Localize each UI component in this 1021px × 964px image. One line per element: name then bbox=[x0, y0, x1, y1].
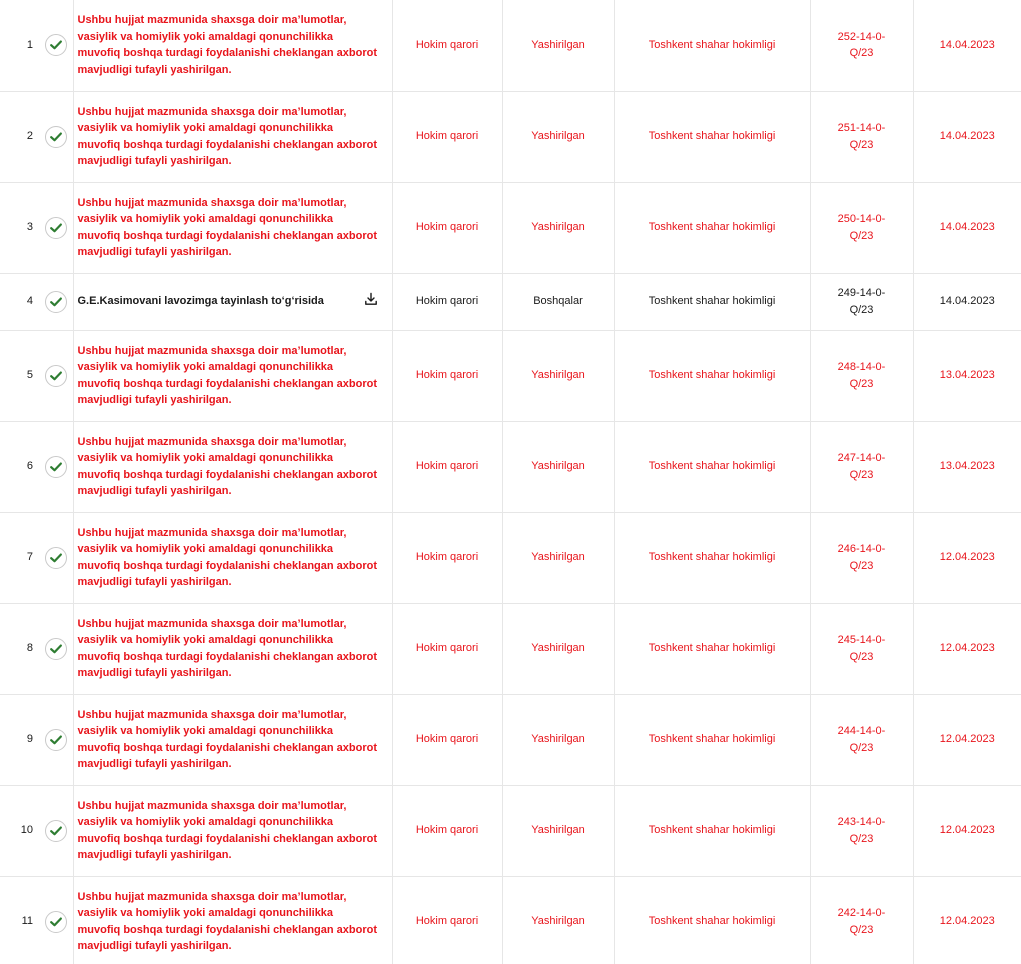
document-title[interactable]: Ushbu hujjat mazmunida shaxsga doir ma’lumotlar, vasiylik va homiylik yoki amaldagi qonunchilikka muvofiq boshqa turdagi foydalanishi cheklangan axborot mavjudligi tufayli yashirilgan. bbox=[77, 708, 377, 770]
table-row[interactable] bbox=[0, 694, 1021, 785]
document-status: Yashirilgan bbox=[502, 876, 614, 964]
registration-number-part: 242-14-0- bbox=[837, 907, 886, 919]
document-type: Hokim qarori bbox=[392, 91, 502, 182]
table-row[interactable] bbox=[0, 421, 1021, 512]
row-number: 7 bbox=[0, 512, 39, 603]
check-circle-icon bbox=[45, 34, 67, 56]
registration-number bbox=[810, 182, 913, 273]
issuing-organization: Toshkent shahar hokimligi bbox=[614, 91, 810, 182]
document-title-cell bbox=[73, 330, 392, 421]
registration-number-part: 250-14-0- bbox=[837, 213, 886, 225]
row-number: 5 bbox=[0, 330, 39, 421]
status-cell bbox=[39, 0, 73, 91]
document-status: Yashirilgan bbox=[502, 330, 614, 421]
check-circle-icon bbox=[45, 820, 67, 842]
document-date: 14.04.2023 bbox=[913, 0, 1021, 91]
document-date: 14.04.2023 bbox=[913, 182, 1021, 273]
document-title-cell bbox=[73, 0, 392, 91]
registration-number bbox=[810, 694, 913, 785]
document-title-cell bbox=[73, 273, 392, 330]
registration-number-part: 247-14-0- bbox=[837, 452, 886, 464]
document-date: 14.04.2023 bbox=[913, 91, 1021, 182]
table-row[interactable] bbox=[0, 785, 1021, 876]
document-date: 13.04.2023 bbox=[913, 330, 1021, 421]
document-date: 12.04.2023 bbox=[913, 512, 1021, 603]
check-circle-icon bbox=[45, 456, 67, 478]
document-status: Yashirilgan bbox=[502, 694, 614, 785]
row-number: 9 bbox=[0, 694, 39, 785]
issuing-organization: Toshkent shahar hokimligi bbox=[614, 876, 810, 964]
issuing-organization: Toshkent shahar hokimligi bbox=[614, 603, 810, 694]
document-title-cell bbox=[73, 91, 392, 182]
issuing-organization: Toshkent shahar hokimligi bbox=[614, 421, 810, 512]
status-cell bbox=[39, 694, 73, 785]
status-cell bbox=[39, 876, 73, 964]
table-row[interactable] bbox=[0, 0, 1021, 91]
table-row[interactable] bbox=[0, 876, 1021, 964]
registration-number-part: 244-14-0- bbox=[837, 725, 886, 737]
table-row[interactable] bbox=[0, 603, 1021, 694]
document-type: Hokim qarori bbox=[392, 785, 502, 876]
registration-number bbox=[810, 330, 913, 421]
document-status: Yashirilgan bbox=[502, 421, 614, 512]
issuing-organization: Toshkent shahar hokimligi bbox=[614, 785, 810, 876]
registration-number-part: Q/23 bbox=[849, 138, 874, 151]
table-row[interactable] bbox=[0, 182, 1021, 273]
row-number: 4 bbox=[0, 273, 39, 330]
registration-number-part: Q/23 bbox=[849, 559, 874, 572]
document-status: Yashirilgan bbox=[502, 91, 614, 182]
document-title-cell bbox=[73, 512, 392, 603]
document-date: 13.04.2023 bbox=[913, 421, 1021, 512]
document-status: Yashirilgan bbox=[502, 603, 614, 694]
document-date: 12.04.2023 bbox=[913, 876, 1021, 964]
row-number: 1 bbox=[0, 0, 39, 91]
registration-number bbox=[810, 0, 913, 91]
issuing-organization: Toshkent shahar hokimligi bbox=[614, 694, 810, 785]
registration-number bbox=[810, 512, 913, 603]
issuing-organization: Toshkent shahar hokimligi bbox=[614, 273, 810, 330]
document-type: Hokim qarori bbox=[392, 273, 502, 330]
document-title-cell bbox=[73, 694, 392, 785]
registration-number-part: 249-14-0- bbox=[837, 287, 886, 299]
document-status: Yashirilgan bbox=[502, 0, 614, 91]
check-circle-icon bbox=[45, 291, 67, 313]
document-title[interactable]: Ushbu hujjat mazmunida shaxsga doir ma’lumotlar, vasiylik va homiylik yoki amaldagi qonunchilikka muvofiq boshqa turdagi foydalanishi cheklangan axborot mavjudligi tufayli yashirilgan. bbox=[77, 890, 377, 952]
document-status: Yashirilgan bbox=[502, 512, 614, 603]
table-row[interactable] bbox=[0, 512, 1021, 603]
document-title-cell bbox=[73, 785, 392, 876]
check-circle-icon bbox=[45, 547, 67, 569]
document-title-cell bbox=[73, 876, 392, 964]
check-circle-icon bbox=[45, 911, 67, 933]
registration-number-part: Q/23 bbox=[849, 303, 874, 316]
registration-number-part: 248-14-0- bbox=[837, 361, 886, 373]
status-cell bbox=[39, 603, 73, 694]
check-circle-icon bbox=[45, 638, 67, 660]
document-title[interactable]: G.E.Kasimovani lavozimga tayinlash to‘g‘risida bbox=[77, 295, 324, 308]
table-row[interactable] bbox=[0, 91, 1021, 182]
document-title-cell bbox=[73, 182, 392, 273]
check-circle-icon bbox=[45, 729, 67, 751]
document-type: Hokim qarori bbox=[392, 330, 502, 421]
issuing-organization: Toshkent shahar hokimligi bbox=[614, 512, 810, 603]
document-type: Hokim qarori bbox=[392, 694, 502, 785]
table-row[interactable] bbox=[0, 330, 1021, 421]
document-title-cell bbox=[73, 603, 392, 694]
registration-number-part: 252-14-0- bbox=[837, 30, 886, 43]
row-number: 8 bbox=[0, 603, 39, 694]
document-title[interactable]: Ushbu hujjat mazmunida shaxsga doir ma’lumotlar, vasiylik va homiylik yoki amaldagi qonunchilikka muvofiq boshqa turdagi foydalanishi cheklangan axborot mavjudligi tufayli yashirilgan. bbox=[77, 344, 377, 406]
row-number: 3 bbox=[0, 182, 39, 273]
registration-number bbox=[810, 421, 913, 512]
status-cell bbox=[39, 91, 73, 182]
status-cell bbox=[39, 512, 73, 603]
row-number: 10 bbox=[0, 785, 39, 876]
issuing-organization: Toshkent shahar hokimligi bbox=[614, 330, 810, 421]
document-title[interactable]: Ushbu hujjat mazmunida shaxsga doir ma’lumotlar, vasiylik va homiylik yoki amaldagi qonunchilikka muvofiq boshqa turdagi foydalanishi cheklangan axborot mavjudligi tufayli yashirilgan. bbox=[77, 799, 377, 861]
document-date: 12.04.2023 bbox=[913, 603, 1021, 694]
status-cell bbox=[39, 330, 73, 421]
document-date: 12.04.2023 bbox=[913, 694, 1021, 785]
registration-number-part: Q/23 bbox=[849, 650, 874, 663]
registration-number bbox=[810, 91, 913, 182]
check-circle-icon bbox=[45, 126, 67, 148]
registration-number-part: Q/23 bbox=[849, 377, 874, 390]
document-type: Hokim qarori bbox=[392, 876, 502, 964]
registration-number-part: Q/23 bbox=[849, 47, 874, 60]
registration-number-part: 246-14-0- bbox=[837, 543, 886, 555]
registration-number bbox=[810, 876, 913, 964]
row-number: 2 bbox=[0, 91, 39, 182]
registration-number-part: 243-14-0- bbox=[837, 816, 886, 828]
document-type: Hokim qarori bbox=[392, 603, 502, 694]
row-number: 6 bbox=[0, 421, 39, 512]
issuing-organization: Toshkent shahar hokimligi bbox=[614, 0, 810, 91]
document-status: Yashirilgan bbox=[502, 182, 614, 273]
document-type: Hokim qarori bbox=[392, 182, 502, 273]
document-title[interactable]: Ushbu hujjat mazmunida shaxsga doir ma’lumotlar, vasiylik va homiylik yoki amaldagi qonunchilikka muvofiq boshqa turdagi foydalanishi cheklangan axborot mavjudligi tufayli yashirilgan. bbox=[77, 196, 377, 258]
issuing-organization: Toshkent shahar hokimligi bbox=[614, 182, 810, 273]
document-title[interactable]: Ushbu hujjat mazmunida shaxsga doir ma’lumotlar, vasiylik va homiylik yoki amaldagi qonunchilikka muvofiq boshqa turdagi foydalanishi cheklangan axborot mavjudligi tufayli yashirilgan. bbox=[77, 105, 377, 167]
document-date: 12.04.2023 bbox=[913, 785, 1021, 876]
registration-number bbox=[810, 785, 913, 876]
registration-number-part: Q/23 bbox=[849, 741, 874, 754]
registration-number bbox=[810, 603, 913, 694]
registration-number-part: Q/23 bbox=[849, 468, 874, 481]
status-cell bbox=[39, 182, 73, 273]
table-row[interactable] bbox=[0, 273, 1021, 330]
download-icon[interactable] bbox=[364, 292, 378, 312]
registration-number-part: 245-14-0- bbox=[837, 634, 886, 646]
row-number: 11 bbox=[0, 876, 39, 964]
document-status: Boshqalar bbox=[502, 273, 614, 330]
check-circle-icon bbox=[45, 217, 67, 239]
document-title[interactable]: Ushbu hujjat mazmunida shaxsga doir ma’lumotlar, vasiylik va homiylik yoki amaldagi qonunchilikka muvofiq boshqa turdagi foydalanishi cheklangan axborot mavjudligi tufayli yashirilgan. bbox=[77, 14, 377, 76]
document-type: Hokim qarori bbox=[392, 0, 502, 91]
document-title-cell bbox=[73, 421, 392, 512]
registration-number bbox=[810, 273, 913, 330]
registration-number-part: Q/23 bbox=[849, 229, 874, 242]
registration-number-part: 251-14-0- bbox=[837, 122, 886, 134]
document-type: Hokim qarori bbox=[392, 512, 502, 603]
document-status: Yashirilgan bbox=[502, 785, 614, 876]
registration-number-part: Q/23 bbox=[849, 832, 874, 845]
check-circle-icon bbox=[45, 365, 67, 387]
document-date: 14.04.2023 bbox=[913, 273, 1021, 330]
document-title[interactable]: Ushbu hujjat mazmunida shaxsga doir ma’lumotlar, vasiylik va homiylik yoki amaldagi qonunchilikka muvofiq boshqa turdagi foydalanishi cheklangan axborot mavjudligi tufayli yashirilgan. bbox=[77, 617, 377, 679]
status-cell bbox=[39, 421, 73, 512]
status-cell bbox=[39, 785, 73, 876]
document-type: Hokim qarori bbox=[392, 421, 502, 512]
status-cell bbox=[39, 273, 73, 330]
document-title[interactable]: Ushbu hujjat mazmunida shaxsga doir ma’lumotlar, vasiylik va homiylik yoki amaldagi qonunchilikka muvofiq boshqa turdagi foydalanishi cheklangan axborot mavjudligi tufayli yashirilgan. bbox=[77, 526, 377, 588]
document-title[interactable]: Ushbu hujjat mazmunida shaxsga doir ma’lumotlar, vasiylik va homiylik yoki amaldagi qonunchilikka muvofiq boshqa turdagi foydalanishi cheklangan axborot mavjudligi tufayli yashirilgan. bbox=[77, 435, 377, 497]
registration-number-part: Q/23 bbox=[849, 923, 874, 936]
